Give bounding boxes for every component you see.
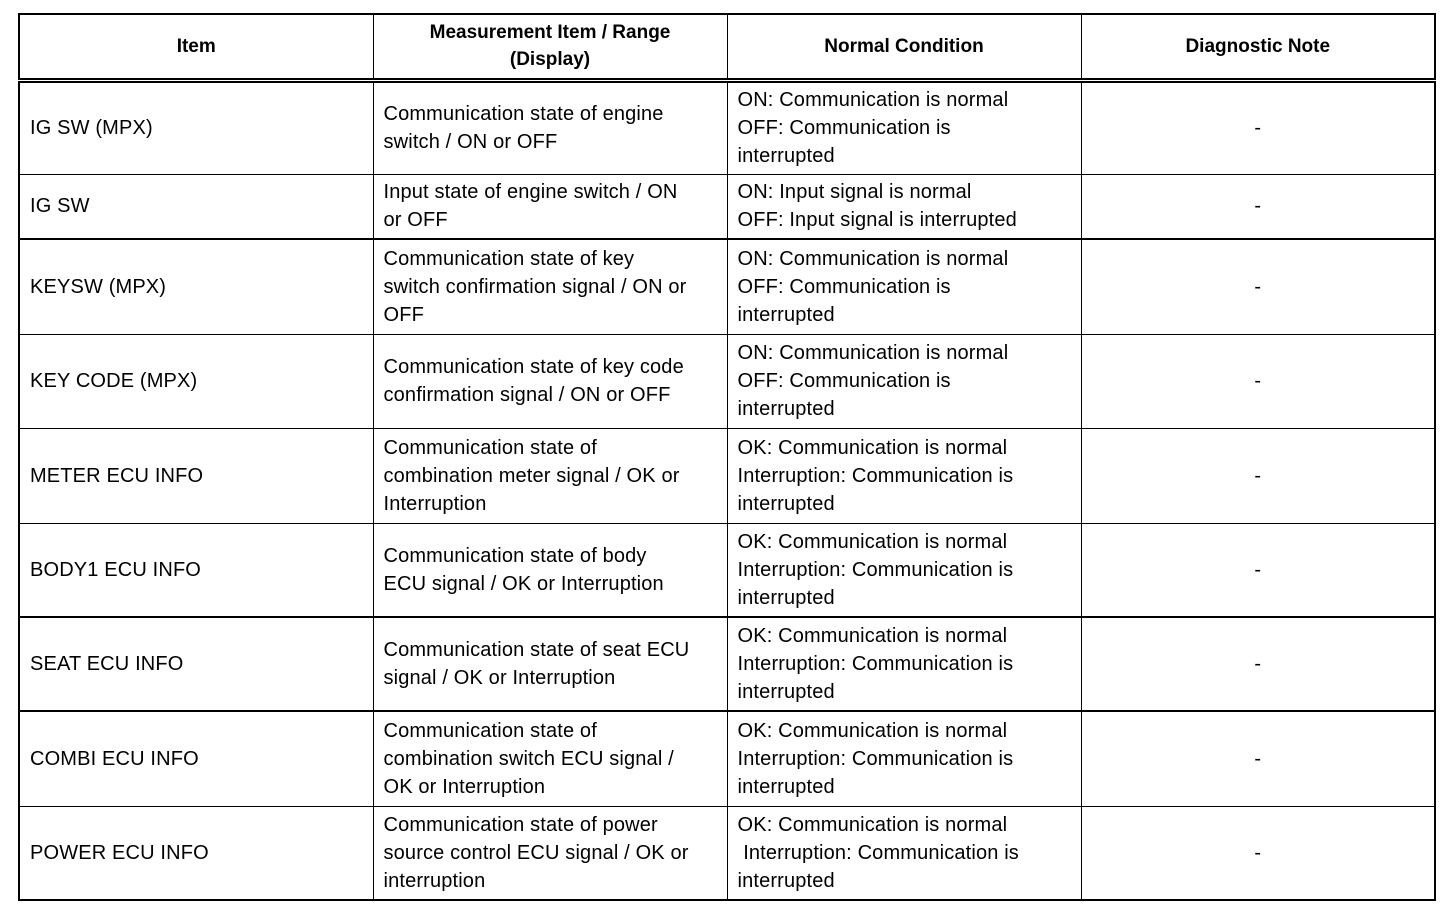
- header-measurement-line-2: (Display): [509, 49, 591, 71]
- range-line: Interruption: [383, 492, 487, 515]
- diagnostic-note-cell: -: [1081, 806, 1435, 900]
- range-cell: [373, 617, 727, 711]
- range-cell: [373, 334, 727, 428]
- diagnostic-note-cell: -: [1081, 711, 1435, 806]
- item-cell: SEAT ECU INFO: [19, 617, 373, 711]
- item-cell: IG SW: [19, 174, 373, 239]
- table-row: [19, 523, 1435, 617]
- header-normal-condition-text: Normal Condition: [824, 35, 984, 57]
- normal-condition-line: ON: Communication is normal: [737, 342, 1009, 364]
- range-line: switch / ON or OFF: [383, 131, 558, 153]
- normal-condition-line: interrupted: [737, 492, 835, 515]
- normal-condition-cell: [727, 239, 1081, 334]
- header-item: [19, 14, 373, 80]
- normal-condition-line: OFF: Communication is: [737, 370, 951, 392]
- range-line: Communication state of power: [383, 813, 658, 836]
- item-cell: METER ECU INFO: [19, 428, 373, 523]
- header-normal-condition: [727, 14, 1081, 80]
- normal-condition-line: interrupted: [737, 303, 835, 326]
- header-measurement-line-1: Measurement Item / Range: [429, 22, 671, 44]
- data-list-table: [18, 13, 1436, 901]
- normal-condition-line: OFF: Communication is: [737, 117, 951, 139]
- header-measurement-item-range: [373, 14, 727, 80]
- range-line: combination meter signal / OK or: [383, 464, 680, 487]
- normal-condition-line: ON: Communication is normal: [737, 247, 1009, 270]
- item-cell: BODY1 ECU INFO: [19, 523, 373, 617]
- range-line: Communication state of key code: [383, 356, 684, 378]
- normal-condition-line: interrupted: [737, 145, 835, 167]
- diagnostic-note-cell: -: [1081, 523, 1435, 617]
- range-cell: [373, 239, 727, 334]
- range-line: OFF: [383, 303, 424, 326]
- range-cell: [373, 174, 727, 239]
- normal-condition-line: ON: Communication is normal: [737, 89, 1009, 111]
- range-line: switch confirmation signal / ON or: [383, 275, 687, 298]
- item-cell: KEYSW (MPX): [19, 239, 373, 334]
- normal-condition-cell: [727, 174, 1081, 239]
- range-line: Communication state of seat ECU: [383, 639, 690, 661]
- table-row: [19, 174, 1435, 239]
- range-line: Communication state of body: [383, 544, 647, 567]
- table-row: [19, 711, 1435, 806]
- item-cell: POWER ECU INFO: [19, 806, 373, 900]
- normal-condition-line: interrupted: [737, 775, 835, 798]
- range-line: Communication state of: [383, 436, 597, 459]
- normal-condition-line: OK: Communication is normal: [737, 530, 1008, 553]
- normal-condition-line: OK: Communication is normal: [737, 719, 1008, 742]
- range-line: source control ECU signal / OK or: [383, 841, 689, 864]
- normal-condition-line: Interruption: Communication is: [737, 558, 1014, 581]
- normal-condition-line: OK: Communication is normal: [737, 813, 1008, 836]
- item-cell: KEY CODE (MPX): [19, 334, 373, 428]
- range-line: OK or Interruption: [383, 775, 546, 798]
- normal-condition-cell: [727, 523, 1081, 617]
- table-row: [19, 806, 1435, 900]
- normal-condition-line: OK: Communication is normal: [737, 436, 1008, 459]
- range-line: Communication state of engine: [383, 103, 664, 125]
- diagnostic-note-cell: -: [1081, 80, 1435, 174]
- range-line: Communication state of key: [383, 247, 635, 270]
- diagnostic-note-cell: -: [1081, 617, 1435, 711]
- normal-condition-line: OFF: Communication is: [737, 275, 951, 298]
- range-cell: [373, 806, 727, 900]
- normal-condition-line: Interruption: Communication is: [737, 747, 1014, 770]
- normal-condition-line: ON: Input signal is normal: [737, 181, 972, 204]
- range-line: interruption: [383, 869, 486, 892]
- range-cell: [373, 80, 727, 174]
- table-row: [19, 334, 1435, 428]
- table-row: [19, 617, 1435, 711]
- table-row: [19, 80, 1435, 174]
- range-cell: [373, 711, 727, 806]
- normal-condition-line: OFF: Input signal is interrupted: [737, 209, 1017, 232]
- range-line: or OFF: [383, 209, 448, 232]
- normal-condition-line: Interruption: Communication is: [737, 653, 1014, 675]
- diagnostic-note-cell: -: [1081, 239, 1435, 334]
- item-cell: COMBI ECU INFO: [19, 711, 373, 806]
- normal-condition-cell: [727, 617, 1081, 711]
- diagnostic-note-cell: -: [1081, 334, 1435, 428]
- range-line: confirmation signal / ON or OFF: [383, 384, 671, 406]
- table-row: [19, 239, 1435, 334]
- header-diagnostic-note: [1081, 14, 1435, 80]
- range-line: ECU signal / OK or Interruption: [383, 572, 664, 595]
- range-cell: [373, 523, 727, 617]
- normal-condition-line: interrupted: [737, 681, 835, 703]
- range-line: Communication state of: [383, 719, 597, 742]
- normal-condition-line: Interruption: Communication is: [737, 841, 1019, 864]
- normal-condition-cell: [727, 334, 1081, 428]
- range-line: combination switch ECU signal /: [383, 747, 674, 770]
- range-line: Input state of engine switch / ON: [383, 181, 678, 204]
- item-cell: IG SW (MPX): [19, 80, 373, 174]
- range-cell: [373, 428, 727, 523]
- normal-condition-line: interrupted: [737, 398, 835, 420]
- diagnostic-note-cell: -: [1081, 174, 1435, 239]
- diagnostic-note-cell: -: [1081, 428, 1435, 523]
- normal-condition-line: interrupted: [737, 586, 835, 609]
- table-header-row: [19, 14, 1435, 80]
- range-line: signal / OK or Interruption: [383, 667, 616, 689]
- normal-condition-cell: [727, 80, 1081, 174]
- normal-condition-line: OK: Communication is normal: [737, 625, 1008, 647]
- normal-condition-line: Interruption: Communication is: [737, 464, 1014, 487]
- header-item-text: Item: [176, 35, 216, 57]
- normal-condition-cell: [727, 711, 1081, 806]
- table-row: [19, 428, 1435, 523]
- normal-condition-line: interrupted: [737, 869, 835, 892]
- normal-condition-cell: [727, 428, 1081, 523]
- header-diagnostic-note-text: Diagnostic Note: [1185, 35, 1331, 57]
- normal-condition-cell: [727, 806, 1081, 900]
